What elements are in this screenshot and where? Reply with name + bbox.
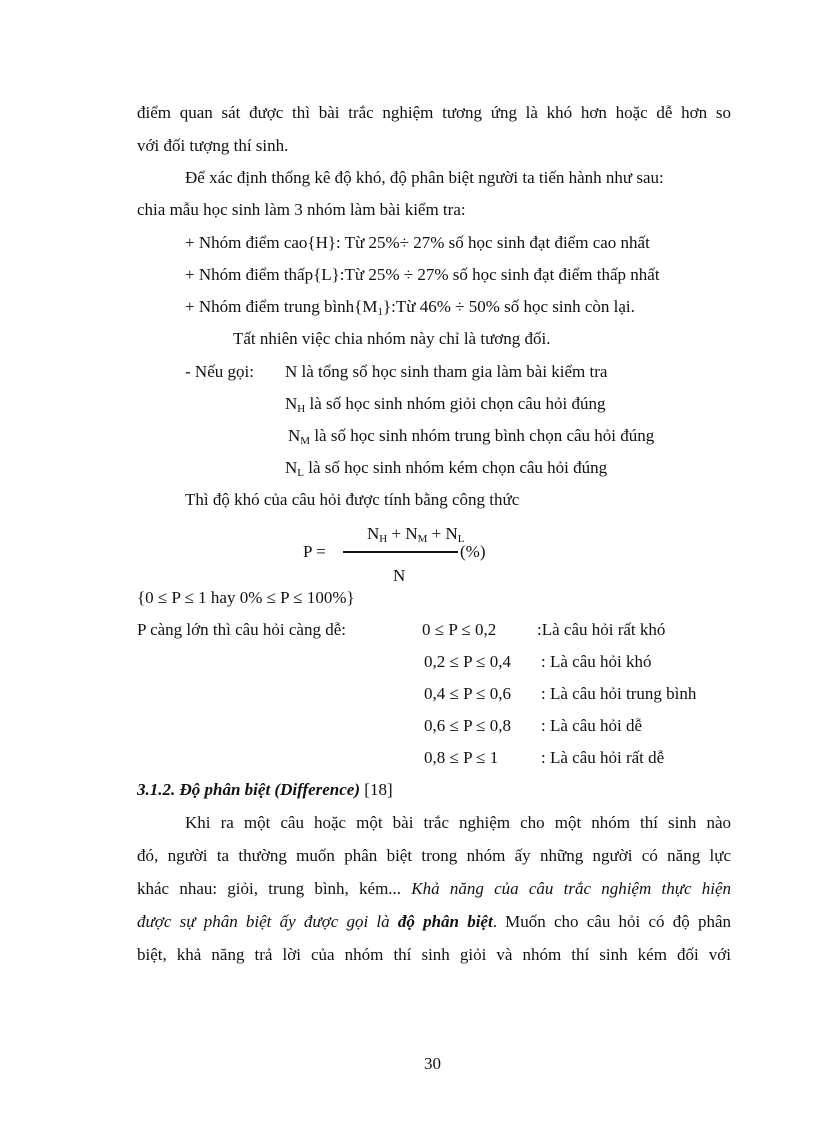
- symbol: N: [288, 426, 301, 445]
- text-fragment: }:Từ 46% ÷ 50% số học sinh còn lại.: [382, 297, 635, 316]
- definition-item: [288, 426, 655, 447]
- italic-text: được sự phân biệt ấy được gọi là: [137, 912, 398, 931]
- subscript: M: [300, 435, 311, 447]
- reference: [18]: [360, 780, 393, 799]
- text-line: chia mẫu học sinh làm 3 nhóm làm bài kiểm tra:: [137, 200, 466, 219]
- text-fragment: là số học sinh nhóm kém chọn câu hỏi đúng: [304, 458, 608, 477]
- text-fragment: . Muốn cho câu hỏi có độ phân: [492, 912, 731, 931]
- italic-text: Khả năng của câu trắc nghiệm thực hiện: [411, 879, 732, 898]
- scale-intro: P càng lớn thì câu hỏi càng dễ:: [137, 620, 346, 639]
- text-fragment: + Nhóm điểm trung bình{M: [185, 297, 378, 316]
- scale-range: 0,4 ≤ P ≤ 0,6: [424, 684, 511, 703]
- paragraph-line: [137, 880, 731, 897]
- text-line: với đối tượng thí sinh.: [137, 136, 289, 155]
- page-number: 30: [424, 1054, 441, 1073]
- symbol: N: [285, 394, 298, 413]
- subscript: H: [297, 403, 306, 415]
- formula-lhs: P =: [303, 542, 326, 561]
- operator: +: [427, 524, 446, 543]
- fraction-bar: [343, 551, 458, 553]
- paragraph-line: biệt, khả năng trả lời của nhóm thí sinh giỏi và nhóm thí sinh kém đối với: [137, 945, 731, 964]
- scale-range: 0 ≤ P ≤ 0,2: [422, 620, 497, 639]
- subscript: H: [379, 533, 388, 545]
- section-heading: [137, 781, 393, 798]
- scale-desc: : Là câu hỏi trung bình: [541, 684, 697, 703]
- symbol: N: [367, 524, 380, 543]
- formula-unit: (%): [460, 542, 486, 561]
- scale-desc: : Là câu hỏi rất dễ: [541, 748, 665, 767]
- subscript: L: [457, 533, 465, 545]
- text-line: Để xác định thống kê độ khó, độ phân biệt người ta tiến hành như sau:: [185, 168, 664, 187]
- scale-range: 0,8 ≤ P ≤ 1: [424, 748, 499, 767]
- text-fragment: là số học sinh nhóm giỏi chọn câu hỏi đúng: [305, 394, 606, 413]
- subscript: L: [297, 467, 305, 479]
- scale-range: 0,6 ≤ P ≤ 0,8: [424, 716, 511, 735]
- formula-numerator: [367, 524, 465, 545]
- scale-range: 0,2 ≤ P ≤ 0,4: [424, 652, 511, 671]
- text-line: Tất nhiên việc chia nhóm này chỉ là tương đối.: [233, 329, 551, 348]
- definition-item: [285, 394, 606, 415]
- symbol: N: [285, 458, 298, 477]
- section-title: 3.1.2. Độ phân biệt (Difference): [137, 780, 361, 799]
- list-item: + Nhóm điểm cao{H}: Từ 25%÷ 27% số học sinh đạt điểm cao nhất: [185, 233, 650, 252]
- scale-desc: : Là câu hỏi dễ: [541, 716, 643, 735]
- symbol: N: [445, 524, 458, 543]
- text-line: Thì độ khó của câu hỏi được tính bằng công thức: [185, 490, 520, 509]
- subscript: 1: [377, 306, 383, 318]
- definition-item: N là tổng số học sinh tham gia làm bài kiểm tra: [285, 362, 608, 381]
- paragraph-line: [137, 913, 731, 930]
- text-fragment: khác nhau: giỏi, trung bình, kém...: [137, 879, 412, 898]
- formula-denominator: N: [393, 566, 406, 585]
- scale-desc: :Là câu hỏi rất khó: [537, 620, 666, 639]
- operator: +: [387, 524, 406, 543]
- definition-intro: - Nếu gọi:: [185, 362, 254, 381]
- scale-desc: : Là câu hỏi khó: [541, 652, 652, 671]
- bold-term: độ phân biệt: [397, 912, 493, 931]
- list-item: [185, 297, 635, 318]
- paragraph-line: đó, người ta thường muốn phân biệt trong nhóm ấy những người có năng lực: [137, 846, 731, 865]
- text-line: điểm quan sát được thì bài trắc nghiệm tương ứng là khó hơn hoặc dễ hơn so: [137, 103, 731, 122]
- text-fragment: là số học sinh nhóm trung bình chọn câu hỏi đúng: [310, 426, 655, 445]
- subscript: M: [417, 533, 428, 545]
- symbol: N: [405, 524, 418, 543]
- list-item: + Nhóm điểm thấp{L}:Từ 25% ÷ 27% số học sinh đạt điểm thấp nhất: [185, 265, 660, 284]
- definition-item: [285, 458, 608, 479]
- paragraph-line: Khi ra một câu hoặc một bài trắc nghiệm cho một nhóm thí sinh nào: [185, 813, 731, 832]
- formula-range: {0 ≤ P ≤ 1 hay 0% ≤ P ≤ 100%}: [137, 588, 355, 607]
